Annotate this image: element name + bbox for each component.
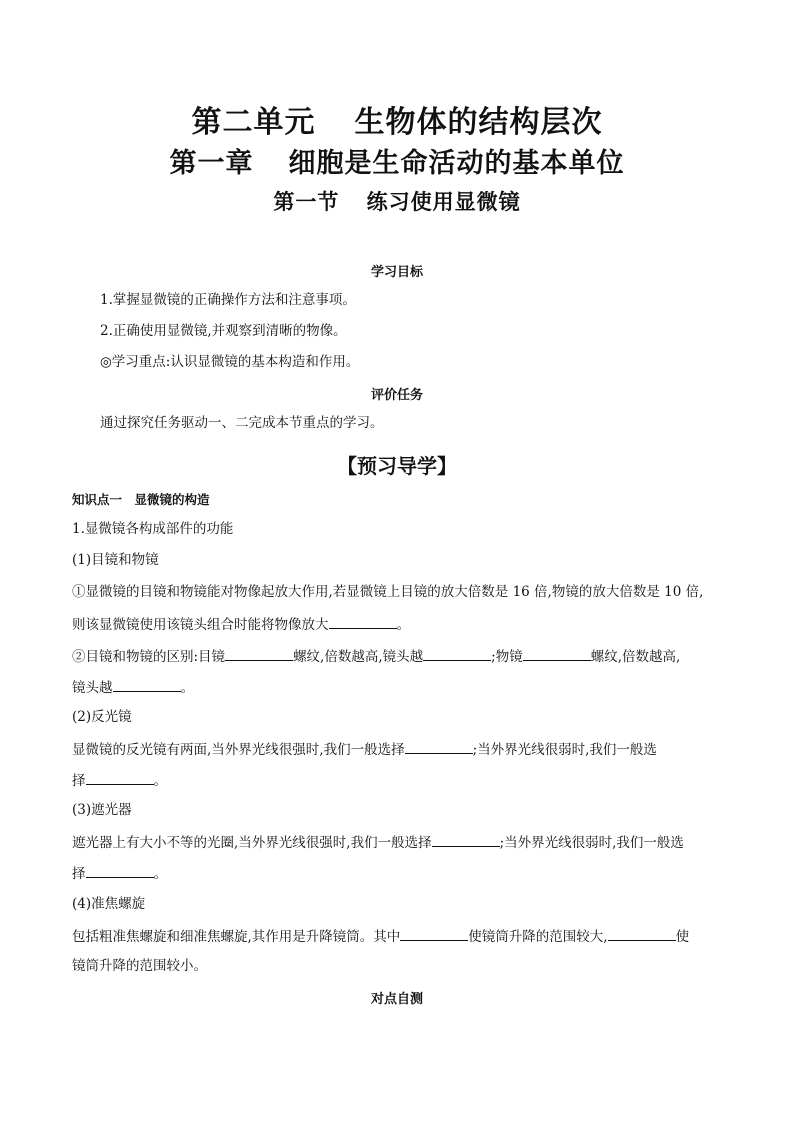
- part-2-title: (2)反光镜: [72, 709, 132, 725]
- goals-heading: 学习目标: [370, 265, 423, 280]
- unit-title: [0, 97, 794, 141]
- part-4-line-2: 镜筒升降的范围较小。: [72, 958, 207, 974]
- unit-name: 生物体的结构层次: [354, 105, 603, 140]
- section-name: 练习使用显微镜: [366, 190, 521, 214]
- answer-blank[interactable]: [405, 739, 473, 754]
- question-1: 1.显微镜各构成部件的功能: [72, 521, 234, 537]
- answer-blank[interactable]: [423, 646, 491, 661]
- part-1-a-line-2: 则该显微镜使用该镜头组合时能将物像放大 。: [72, 614, 410, 634]
- answer-blank[interactable]: [329, 614, 397, 629]
- kp-label: 知识点一: [72, 492, 123, 507]
- task-text: 通过探究任务驱动一、二完成本节重点的学习。: [100, 415, 384, 431]
- answer-blank[interactable]: [400, 926, 468, 941]
- answer-blank[interactable]: [225, 646, 293, 661]
- answer-blank[interactable]: [608, 926, 676, 941]
- goal-item-2: 2.正确使用显微镜,并观察到清晰的物像。: [100, 323, 347, 339]
- part-3-line-2: 择 。: [72, 863, 167, 883]
- part-3-title: (3)遮光器: [72, 802, 132, 818]
- part-4-line-1: 包括粗准焦螺旋和细准焦螺旋,其作用是升降镜筒。其中 使镜筒升降的范围较大, 使: [72, 926, 689, 946]
- part-2-line-1: 显微镜的反光镜有两面,当外界光线很强时,我们一般选择 ;当外界光线很弱时,我们一般选: [72, 739, 657, 759]
- task-heading: 评价任务: [370, 388, 423, 403]
- answer-blank[interactable]: [86, 770, 154, 785]
- kp-name: 显微镜的构造: [134, 492, 210, 507]
- part-2-line-2: 择 。: [72, 770, 167, 790]
- goal-item-key: ◎学习重点:认识显微镜的基本构造和作用。: [100, 354, 360, 370]
- section-number: 第一节: [273, 190, 340, 214]
- answer-blank[interactable]: [432, 832, 500, 847]
- preview-heading: 【预习导学】: [337, 454, 457, 478]
- section-title: [0, 186, 794, 216]
- goal-item-1: 1.掌握显微镜的正确操作方法和注意事项。: [100, 292, 356, 308]
- part-4-title: (4)准焦螺旋: [72, 896, 146, 912]
- part-3-line-1: 遮光器上有大小不等的光圈,当外界光线很强时,我们一般选择 ;当外界光线很弱时,我们一般选: [72, 832, 684, 852]
- unit-number: 第二单元: [191, 105, 316, 140]
- part-1-a-line-1: ①显微镜的目镜和物镜能对物像起放大作用,若显微镜上目镜的放大倍数是 16 倍,物镜的放大倍数是 10 倍,: [72, 584, 704, 600]
- part-1-b-line-2: 镜头越 。: [72, 677, 194, 697]
- part-1-title: (1)目镜和物镜: [72, 552, 159, 568]
- part-1-b-line-1: ②目镜和物镜的区别:目镜 螺纹,倍数越高,镜头越 ;物镜 螺纹,倍数越高,: [72, 646, 680, 666]
- chapter-title: [0, 141, 794, 180]
- answer-blank[interactable]: [523, 646, 591, 661]
- self-test-heading: 对点自测: [370, 992, 423, 1007]
- answer-blank[interactable]: [86, 863, 154, 878]
- chapter-name: 细胞是生命活动的基本单位: [288, 148, 625, 179]
- answer-blank[interactable]: [113, 677, 181, 692]
- knowledge-point-1: [72, 490, 210, 508]
- chapter-number: 第一章: [169, 148, 254, 179]
